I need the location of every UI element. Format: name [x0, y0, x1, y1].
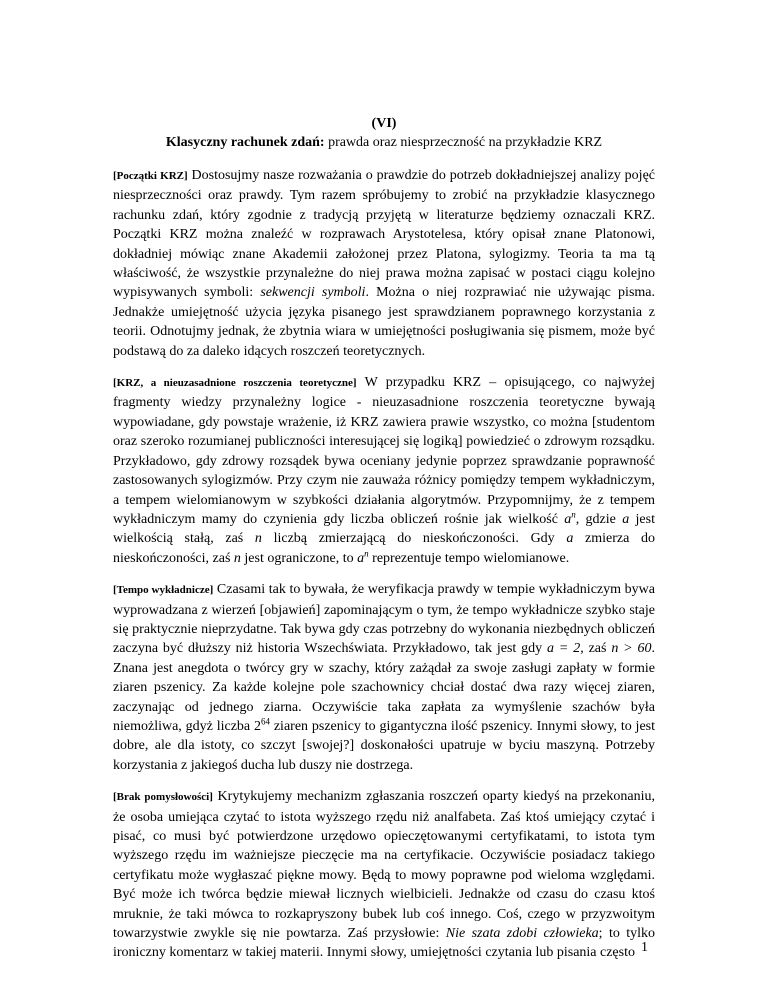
page-number: 1 — [641, 940, 648, 955]
math-expression: n — [254, 531, 262, 547]
math-expression: a — [357, 550, 365, 566]
math-superscript: n — [571, 509, 576, 520]
chapter-title — [113, 133, 655, 152]
paragraph-tempo-wykladnicze: [Tempo wykładnicze] Czasami tak to bywała, że weryfikacja prawdy w tempie wykładniczym bywa wyprowadzana z wierzeń [objawień] zapominającym o tym, że tempo wykładnicze szybko staje się praktycznie nieprzydatne. Tak bywa gdy czas potrzebny do wykonania niezbędnych obliczeń zaczyna być dłuższy niż historia Wszechświata. Przykładowo, tak jest gdy a = 2, zaś n > 60. Znana jest anegdota o twórcy gry w szachy, który zażądał za swoje zasługi zapłaty w formie ziaren pszenicy. Za każde kolejne pole szachownicy chciał dostać dwa razy więcej ziaren, zaczynając od jednego ziarna. Oczywiście taka zapłata za wymyślenie szachów była niemożliwa, gdyż liczba $2^{64}$ ziaren pszenicy to gigantyczna ilość pszenicy. Innymi słowy, to jest dobre, ale dla istoty, co szczyt [swojej?] doskonałości upatruje w byciu maszyną. Potrzeby korzystania z jakiegoś ducha lub duszy nie dostrzega. — [113, 582, 655, 773]
document-page — [113, 114, 655, 963]
chapter-title-rest: prawda oraz niesprzeczność na przykładzie KRZ — [324, 135, 603, 150]
paragraph-brak-pomyslowosci: [Brak pomysłowości] Krytykujemy mechanizm zgłaszania roszczeń oparty kiedyś na przekonaniu, że osoba umiejąca czytać to istota wyższego rzędu niż analfabeta. Zaś ktoś umiejący czytać i pisać, co musi być potwierdzone urzędowo opieczętowanymi certyfikatami, to istota tym wyższego rzędu im ważniejsze pieczęcie ma na certyfikacie. Oczywiście posiadacz takiego certyfikatu może wygłaszać piękne mowy. Będą to mowy poprawne pod wieloma względami. Być może ich twórca będzie miewał licznych wielbicieli. Jednakże od czasu do czasu ktoś mruknie, że taki mówca to rozkapryszony bubek lub coś innego. Coś, czego w przyzwoitym towarzystwie zwykle się nie powtarza. Zaś przysłowie: Nie szata zdobi człowieka; to tylko ironiczny komentarz w takiej materii. Innymi słowy, umiejętności czytania lub pisania często — [113, 789, 655, 961]
chapter-number: (VI) — [371, 116, 397, 131]
chapter-title-bold: Klasyczny rachunek zdań: — [165, 135, 325, 150]
section-label: [Tempo wykładnicze] — [113, 584, 214, 597]
chapter-header — [113, 114, 655, 152]
section-label: [Brak pomysłowości] — [113, 791, 213, 804]
italic-proverb: Nie szata zdobi człowieka — [445, 926, 599, 942]
math-expression: n — [233, 550, 241, 566]
math-expression: a = 2 — [547, 641, 581, 657]
math-expression: a — [622, 511, 630, 527]
section-label: [KRZ, a nieuzasadnione roszczenia teoretyczne] — [113, 377, 357, 390]
math-expression: 2 — [254, 718, 261, 734]
section-label: [Początki KRZ] — [113, 170, 188, 182]
italic-phrase: sekwencji symboli — [260, 285, 366, 301]
paragraph-krz-roszczenia: [KRZ, a nieuzasadnione roszczenia teoretyczne] W przypadku KRZ – opisującego, co najwyżej fragmenty wiedzy przynależny logice - nieuzasadnione roszczenia teoretyczne bywają wypowiadane, gdy powstaje wrażenie, iż KRZ zawiera prawie wszystko, co można [studentom oraz szeroko rozumianej publiczności interesującej się logiką] powiedzieć o zdrowym rozsądku. Przykładowo, gdy zdrowy rozsądek bywa oceniany jedynie poprzez sprawdzanie poprawność zastosowanych sylogizmów. Przy czym nie zauważa różnicy pomiędzy tempem wykładniczym, a tempem wielomianowym w szybkości działania algorytmów. Przypomnijmy, że z tempem wykładniczym mamy do czynienia gdy liczba obliczeń rośnie jak wielkość $a^n$, gdzie a jest wielkością stałą, zaś n liczbą zmierzającą do nieskończoności. Gdy a zmierza do nieskończoności, zaś n jest ograniczone, to $a^n$ reprezentuje tempo wielomianowe. — [113, 375, 656, 566]
math-expression: a — [566, 531, 574, 547]
math-expression: a — [564, 511, 572, 527]
paragraph-poczatki-krz: [Początki KRZ] Dostosujmy nasze rozważania o prawdzie do potrzeb dokładniejszej analizy pojęć niesprzeczności oraz prawdy. Tym razem spróbujemy to zrobić na przykładzie klasycznego rachunku zdań, który zgodnie z tradycją przyjętą w literaturze będziemy oznaczali KRZ. Początki KRZ można znaleźć w rozprawach Arystotelesa, który opisał znane Platonowi, dokładniej mówiąc znane Akademii założonej przez Platona, sylogizmy. Teoria ta ma tą właściwość, że wszystkie przynależne do niej prawa można zapisać w postaci ciągu kolejno wypisywanych symboli: sekwencji symboli. Można o niej rozprawiać nie używając pisma. Jednakże umiejętność użycia języka pisanego jest sprawdzianem poprawnego korzystania z teorii. Odnotujmy jednak, że zbytnia wiara w umiejętności posługiwania się pismem, może być podstawą do za daleko idących roszczeń teoretycznych. — [113, 168, 655, 359]
math-superscript: n — [364, 548, 369, 559]
math-superscript: 64 — [261, 716, 270, 727]
math-expression: n > 60 — [611, 641, 652, 657]
